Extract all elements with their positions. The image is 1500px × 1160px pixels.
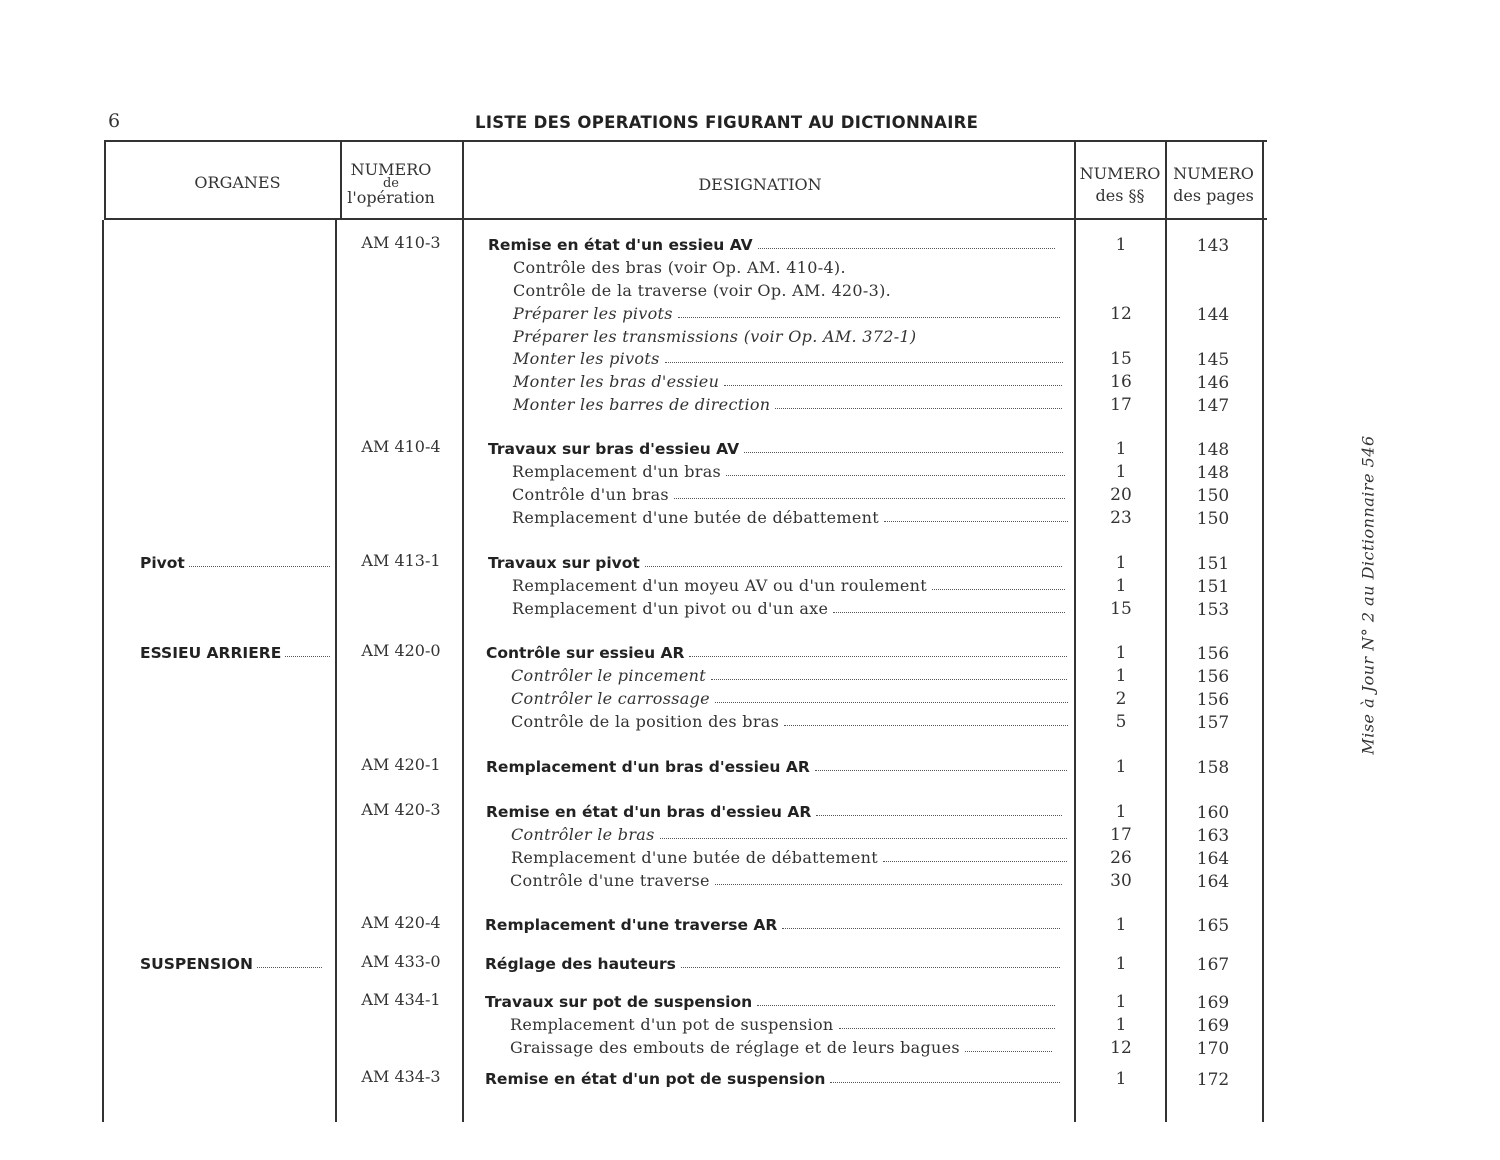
table-row (0, 482, 1500, 504)
leader-dots (715, 702, 1068, 703)
table-row (0, 663, 1500, 685)
leader-dots (757, 1005, 1055, 1006)
organ-cell (140, 301, 330, 323)
table-row (0, 951, 1500, 973)
table-row (0, 232, 1500, 254)
operation-number (340, 324, 462, 346)
table-row (0, 505, 1500, 527)
page-reference: 169 (1196, 1016, 1230, 1036)
designation-cell (512, 573, 1065, 595)
designation-cell (486, 640, 1067, 662)
leader-dots (884, 521, 1068, 522)
organ-cell (140, 845, 330, 867)
designation-text: Contrôle des bras (voir Op. AM. 410-4). (513, 258, 846, 277)
table-row (0, 459, 1500, 481)
designation-text: Contrôle d'un bras (512, 485, 669, 504)
page-reference: 165 (1196, 916, 1230, 936)
table-row (0, 346, 1500, 368)
operation-number (340, 573, 462, 595)
paragraph-number (1078, 278, 1164, 300)
header-bottom-border (105, 218, 1267, 220)
designation-cell (512, 505, 1068, 527)
page-reference: 151 (1196, 554, 1230, 574)
header-numero-pages-line2: des pages (1173, 185, 1254, 205)
organ-cell (140, 505, 330, 527)
paragraph-number: 1 (1115, 1069, 1127, 1089)
page-reference: 148 (1196, 440, 1230, 460)
organ-cell (140, 868, 330, 890)
leader-dots (681, 967, 1060, 968)
designation-text: Monter les barres de direction (513, 395, 771, 414)
page-title: LISTE DES OPERATIONS FIGURANT AU DICTIONNAIRE (475, 113, 979, 132)
operation-number (340, 301, 462, 323)
paragraph-number: 1 (1115, 954, 1127, 974)
paragraph-number: 23 (1110, 508, 1132, 528)
designation-cell (511, 845, 1067, 867)
designation-text: Remise en état d'un pot de suspension (485, 1070, 826, 1088)
header-numero-operation-line3: l'opération (347, 187, 435, 207)
operation-number (340, 709, 462, 731)
designation-cell (510, 868, 1062, 890)
paragraph-number: 1 (1115, 235, 1127, 255)
designation-text: Remplacement d'un moyeu AV ou d'un roulement (512, 576, 928, 595)
organ-cell (140, 640, 330, 662)
paragraph-number: 17 (1110, 825, 1132, 845)
organ-cell (140, 1012, 330, 1034)
table-row (0, 573, 1500, 595)
leader-dots (815, 770, 1067, 771)
page-reference (1167, 255, 1259, 277)
table-row (0, 550, 1500, 572)
page-reference: 157 (1196, 713, 1230, 733)
designation-text: Contrôle de la position des bras (511, 712, 780, 731)
page-reference (1167, 324, 1259, 346)
operation-number: AM 420-3 (361, 800, 441, 819)
page-reference: 150 (1196, 509, 1230, 529)
designation-cell (485, 951, 1060, 973)
designation-cell (511, 709, 1068, 731)
operation-number (340, 822, 462, 844)
leader-dots (784, 725, 1068, 726)
organ-cell (140, 459, 330, 481)
designation-text: Remplacement d'un bras (512, 462, 722, 481)
table-row (0, 369, 1500, 391)
page-reference: 169 (1196, 993, 1230, 1013)
header-designation: DESIGNATION (698, 175, 822, 194)
leader-dots (715, 884, 1062, 885)
operation-number: AM 410-4 (361, 437, 441, 456)
designation-cell (485, 912, 1060, 934)
operation-number: AM 410-3 (361, 233, 441, 252)
leader-dots (758, 248, 1055, 249)
designation-text: Remplacement d'un bras d'essieu AR (486, 758, 810, 776)
organ-cell (140, 989, 330, 1011)
designation-text: Contrôler le pincement (511, 666, 706, 685)
page-reference: 145 (1196, 350, 1230, 370)
leader-dots (665, 362, 1063, 363)
table-row (0, 754, 1500, 776)
leader-dots (883, 861, 1067, 862)
paragraph-number (1078, 255, 1164, 277)
organ-label: SUSPENSION (140, 955, 253, 973)
designation-text: Travaux sur pot de suspension (485, 993, 753, 1011)
page-reference: 146 (1196, 373, 1230, 393)
table-row (0, 596, 1500, 618)
organ-cell (140, 346, 330, 368)
designation-text: Contrôle d'une traverse (510, 871, 710, 890)
page-reference: 151 (1196, 577, 1230, 597)
page-reference: 164 (1196, 849, 1230, 869)
leader-dots (726, 475, 1065, 476)
organ-cell (140, 754, 330, 776)
page-reference: 167 (1196, 955, 1230, 975)
page-reference: 156 (1196, 667, 1230, 687)
table-row (0, 392, 1500, 414)
table-row (0, 912, 1500, 934)
operation-number (340, 596, 462, 618)
operation-number (340, 369, 462, 391)
table-left-border-header (104, 140, 106, 220)
operation-number: AM 413-1 (361, 551, 441, 570)
header-numero-pages-line1: NUMERO (1173, 164, 1254, 183)
designation-cell (512, 596, 1065, 618)
organ-cell (140, 573, 330, 595)
designation-text: Contrôler le carrossage (511, 689, 710, 708)
organ-cell (140, 278, 330, 300)
organ-cell (140, 1066, 330, 1088)
organ-cell (140, 550, 330, 572)
page-reference: 160 (1196, 803, 1230, 823)
leader-dots (965, 1051, 1052, 1052)
operation-number (340, 459, 462, 481)
designation-cell (488, 436, 1063, 458)
designation-text: Remplacement d'une traverse AR (485, 916, 778, 934)
leader-dots (839, 1028, 1055, 1029)
operation-number: AM 420-1 (361, 755, 441, 774)
page-reference: 156 (1196, 644, 1230, 664)
designation-cell (510, 1035, 1052, 1057)
designation-cell (513, 392, 1062, 414)
operation-number (340, 868, 462, 890)
designation-text: Préparer les transmissions (voir Op. AM. 372-1) (513, 327, 917, 346)
operation-number (340, 392, 462, 414)
table-row (0, 640, 1500, 662)
designation-text: Réglage des hauteurs (485, 955, 676, 973)
table-row (0, 686, 1500, 708)
page-number: 6 (108, 110, 121, 132)
page-reference: 163 (1196, 826, 1230, 846)
designation-text: Monter les bras d'essieu (513, 372, 720, 391)
page-reference: 147 (1196, 396, 1230, 416)
designation-text: Remplacement d'un pivot ou d'un axe (512, 599, 829, 618)
paragraph-number: 5 (1115, 712, 1127, 732)
operation-number (340, 255, 462, 277)
table-row (0, 1066, 1500, 1088)
organ-cell (140, 436, 330, 458)
leader-dots (689, 656, 1067, 657)
organ-cell (140, 686, 330, 708)
table-row (0, 1035, 1500, 1057)
organ-cell (140, 324, 330, 346)
organ-cell (140, 799, 330, 821)
operation-number (340, 1035, 462, 1057)
paragraph-number: 1 (1115, 666, 1127, 686)
paragraph-number: 15 (1110, 599, 1132, 619)
designation-cell (512, 482, 1065, 504)
page-reference: 150 (1196, 486, 1230, 506)
paragraph-number: 20 (1110, 485, 1132, 505)
leader-dots (257, 967, 322, 968)
paragraph-number (1078, 324, 1164, 346)
organ-cell (140, 255, 330, 277)
paragraph-number: 30 (1110, 871, 1132, 891)
designation-cell (511, 822, 1067, 844)
designation-text: Remplacement d'un pot de suspension (510, 1015, 834, 1034)
operation-number: AM 434-3 (361, 1067, 441, 1086)
leader-dots (660, 838, 1067, 839)
paragraph-number: 1 (1115, 757, 1127, 777)
designation-cell (513, 278, 1055, 300)
header-numero-paragraphes-line2: des §§ (1095, 185, 1145, 205)
paragraph-number: 1 (1115, 439, 1127, 459)
table-row (0, 1012, 1500, 1034)
leader-dots (678, 317, 1060, 318)
organ-cell (140, 596, 330, 618)
operation-number (340, 278, 462, 300)
designation-text: Travaux sur bras d'essieu AV (488, 440, 740, 458)
page-reference: 158 (1196, 758, 1230, 778)
leader-dots (711, 679, 1067, 680)
operation-number: AM 420-0 (361, 641, 441, 660)
paragraph-number: 2 (1115, 689, 1127, 709)
designation-text: Monter les pivots (513, 349, 660, 368)
designation-cell (485, 989, 1055, 1011)
designation-cell (488, 232, 1055, 254)
designation-text: Contrôle sur essieu AR (486, 644, 685, 662)
table-row (0, 255, 1500, 277)
paragraph-number: 1 (1115, 576, 1127, 596)
page-reference: 172 (1196, 1070, 1230, 1090)
designation-cell (512, 459, 1065, 481)
designation-text: Remise en état d'un bras d'essieu AR (486, 803, 812, 821)
organ-cell (140, 951, 322, 973)
leader-dots (816, 815, 1062, 816)
organ-cell (140, 482, 330, 504)
leader-dots (285, 656, 330, 657)
designation-text: Travaux sur pivot (488, 554, 640, 572)
designation-text: Remise en état d'un essieu AV (488, 236, 753, 254)
header-organes: ORGANES (194, 173, 281, 192)
leader-dots (645, 566, 1062, 567)
operation-number (340, 346, 462, 368)
designation-cell (513, 301, 1060, 323)
operation-number (340, 686, 462, 708)
leader-dots (932, 589, 1065, 590)
designation-text: Contrôler le bras (511, 825, 655, 844)
operation-number (340, 482, 462, 504)
table-row (0, 436, 1500, 458)
table-row (0, 822, 1500, 844)
designation-text: Remplacement d'une butée de débattement (511, 848, 878, 867)
paragraph-number: 15 (1110, 349, 1132, 369)
operation-number: AM 433-0 (361, 952, 441, 971)
leader-dots (833, 612, 1065, 613)
table-row (0, 868, 1500, 890)
designation-text: Graissage des embouts de réglage et de leurs bagues (510, 1038, 960, 1057)
designation-cell (511, 663, 1067, 685)
designation-text: Remplacement d'une butée de débattement (512, 508, 879, 527)
operation-number (340, 505, 462, 527)
designation-cell (513, 324, 1060, 346)
paragraph-number: 17 (1110, 395, 1132, 415)
designation-cell (513, 346, 1063, 368)
table-row (0, 845, 1500, 867)
paragraph-number: 12 (1110, 1038, 1132, 1058)
page-reference: 156 (1196, 690, 1230, 710)
leader-dots (189, 566, 330, 567)
page-reference: 148 (1196, 463, 1230, 483)
paragraph-number: 1 (1115, 643, 1127, 663)
organ-cell (140, 392, 330, 414)
page-reference (1167, 278, 1259, 300)
page-reference: 144 (1196, 305, 1230, 325)
designation-cell (511, 686, 1068, 708)
designation-cell (510, 1012, 1055, 1034)
paragraph-number: 1 (1115, 1015, 1127, 1035)
table-row (0, 989, 1500, 1011)
paragraph-number: 12 (1110, 304, 1132, 324)
organ-cell (140, 369, 330, 391)
table-row (0, 709, 1500, 731)
paragraph-number: 1 (1115, 915, 1127, 935)
designation-cell (488, 550, 1062, 572)
paragraph-number: 16 (1110, 372, 1132, 392)
operation-number: AM 420-4 (361, 913, 441, 932)
operation-number: AM 434-1 (361, 990, 441, 1009)
paragraph-number: 1 (1115, 802, 1127, 822)
page-reference: 170 (1196, 1039, 1230, 1059)
header-numero-paragraphes-line1: NUMERO (1079, 164, 1161, 183)
designation-cell (485, 1066, 1060, 1088)
organ-cell (140, 663, 330, 685)
organ-cell (140, 1035, 330, 1057)
paragraph-number: 1 (1115, 992, 1127, 1012)
header-numero-operation-line1: NUMERO (350, 160, 432, 179)
paragraph-number: 1 (1115, 553, 1127, 573)
operation-number (340, 1012, 462, 1034)
page-reference: 153 (1196, 600, 1230, 620)
paragraph-number: 26 (1110, 848, 1132, 868)
designation-text: Contrôle de la traverse (voir Op. AM. 420-3). (513, 281, 891, 300)
operation-number (340, 663, 462, 685)
table-row (0, 278, 1500, 300)
leader-dots (782, 928, 1060, 929)
header-numero-operation (342, 161, 440, 207)
table-row (0, 301, 1500, 323)
leader-dots (744, 452, 1063, 453)
designation-cell (486, 754, 1067, 776)
designation-cell (513, 369, 1062, 391)
designation-cell (513, 255, 1055, 277)
leader-dots (830, 1082, 1060, 1083)
organ-cell (140, 709, 330, 731)
designation-text: Préparer les pivots (513, 304, 673, 323)
table-row (0, 799, 1500, 821)
leader-dots (674, 498, 1065, 499)
leader-dots (775, 408, 1062, 409)
header-numero-operation-line2: de (382, 175, 399, 191)
organ-cell (140, 822, 330, 844)
header-numero-pages (1167, 165, 1260, 204)
table-top-border (105, 140, 1267, 142)
organ-label: ESSIEU ARRIERE (140, 644, 282, 662)
revision-note: Mise à Jour N° 2 au Dictionnaire 546 (1358, 435, 1378, 755)
header-numero-paragraphes (1076, 165, 1164, 204)
designation-cell (486, 799, 1062, 821)
leader-dots (724, 385, 1062, 386)
operation-number (340, 845, 462, 867)
paragraph-number: 1 (1115, 462, 1127, 482)
organ-cell (140, 232, 330, 254)
organ-label: Pivot (140, 554, 185, 572)
page-reference: 164 (1196, 872, 1230, 892)
page-reference: 143 (1196, 236, 1230, 256)
organ-cell (140, 912, 330, 934)
table-row (0, 324, 1500, 346)
